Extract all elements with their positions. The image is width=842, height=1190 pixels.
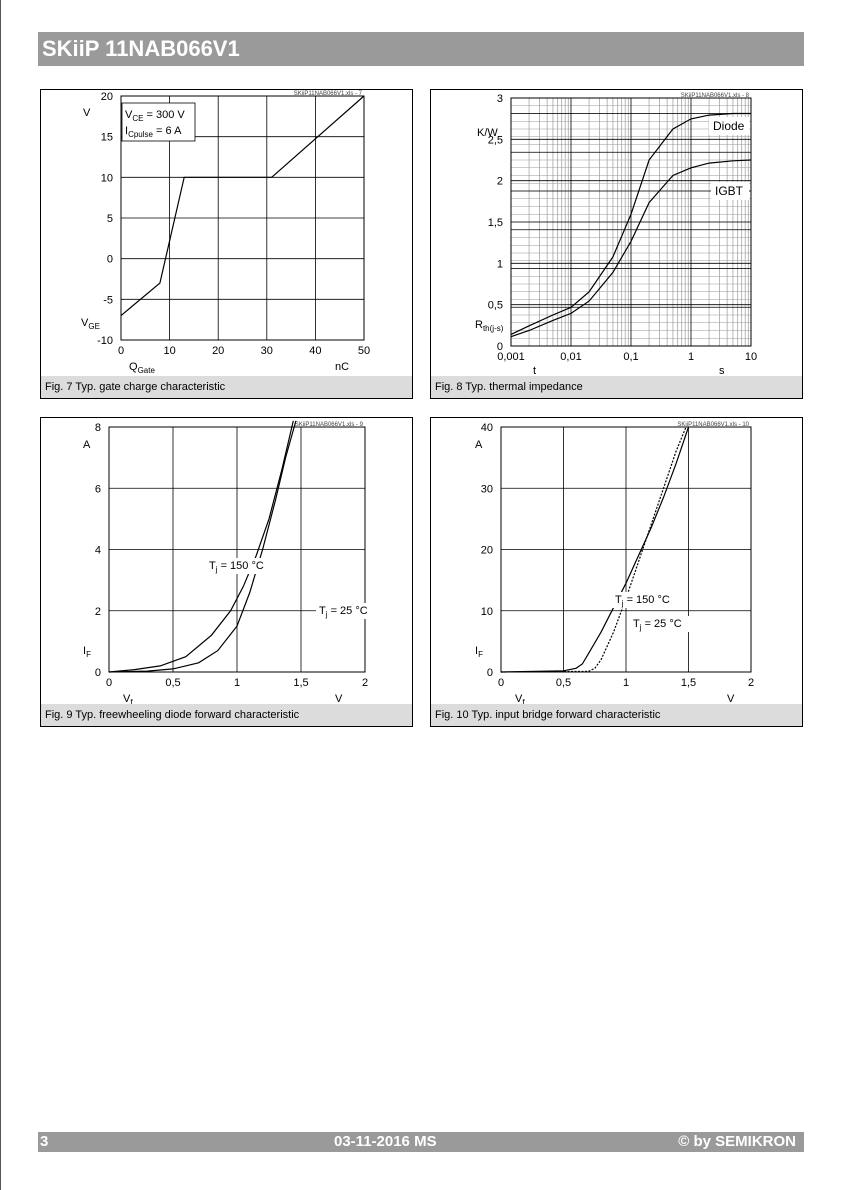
y-tick-label: 20	[100, 91, 113, 103]
y-tick-label: 4	[94, 544, 101, 557]
y-tick-label: 0	[486, 667, 493, 679]
chart-file-label: SKiiP11NAB066V1.xls - 7	[293, 91, 362, 97]
footer-date: 03-11-2016 MS	[334, 1133, 437, 1150]
y-unit-label: A	[475, 439, 483, 451]
gate-charge-chart	[41, 90, 412, 376]
y-tick-label: 10	[480, 605, 493, 618]
y-tick-label: -10	[97, 335, 113, 347]
series-label-igbt: IGBT	[715, 184, 744, 198]
y-tick-label: 1	[496, 258, 503, 271]
y-tick-label: 8	[94, 422, 101, 434]
y-tick-label: 0	[94, 667, 101, 679]
y-axis-label: $I_F$	[475, 645, 483, 659]
x-axis-label: $V_f$	[515, 693, 525, 704]
series-label-diode: Diode	[713, 119, 745, 133]
series-label-25c: $T_j = 25$ °C	[633, 618, 682, 632]
x-axis-label: $Q_{Gate}$	[129, 361, 155, 375]
y-tick-label: 0	[496, 341, 503, 353]
series-label-25c: $T_j = 25$ °C	[319, 605, 368, 619]
x-tick-label: 10	[744, 351, 758, 363]
x-tick-label: 2	[361, 677, 369, 689]
x-tick-label: 1,5	[293, 677, 309, 689]
y-tick-label: -5	[103, 294, 113, 307]
x-tick-label: 10	[163, 345, 176, 357]
x-tick-label: 1	[687, 351, 695, 363]
y-tick-label: 6	[94, 483, 101, 496]
x-unit-label: nC	[335, 361, 350, 373]
x-tick-label: 1	[622, 677, 630, 689]
y-tick-label: 40	[480, 422, 493, 434]
series-label-150c: $T_j = 150$ °C	[209, 560, 264, 574]
chart-file-label: SKiiP11NAB066V1.xls - 8	[680, 93, 749, 99]
y-axis-label: $R_{th(j-s)}$	[475, 319, 504, 333]
page-footer	[38, 1132, 804, 1152]
y-tick-label: 2,5	[487, 134, 503, 147]
page-header	[38, 32, 804, 66]
figure-caption: Fig. 8 Typ. thermal impedance	[431, 376, 802, 398]
y-tick-label: 0	[106, 253, 113, 266]
x-tick-label: 0	[117, 345, 125, 357]
x-tick-label: 0,1	[623, 351, 639, 363]
x-tick-label: 20	[212, 345, 225, 357]
page-number: 3	[40, 1133, 49, 1150]
x-tick-label: 50	[357, 345, 371, 357]
y-axis-label: $I_F$	[83, 645, 91, 659]
input-bridge-forward-chart	[431, 418, 802, 704]
y-tick-label: 3	[496, 93, 503, 105]
figure-caption: Fig. 10 Typ. input bridge forward characteristic	[431, 704, 802, 726]
x-axis-label: $V_f$	[123, 693, 133, 704]
y-axis-label: $V_{GE}$	[81, 317, 100, 331]
footer-copyright: © by SEMIKRON	[678, 1133, 796, 1150]
x-tick-label: 0	[105, 677, 113, 689]
series-line-1	[109, 421, 296, 672]
y-tick-label: 0,5	[487, 299, 503, 312]
x-tick-label: 1	[233, 677, 241, 689]
figure-caption: Fig. 7 Typ. gate charge characteristic	[41, 376, 412, 398]
chart-panel-fig8	[430, 89, 803, 399]
y-tick-label: 2	[496, 175, 503, 188]
y-tick-label: 5	[106, 213, 113, 225]
y-unit-label: K/W	[477, 127, 498, 139]
series-label-150c: $T_j = 150$ °C	[615, 594, 670, 608]
x-tick-label: 40	[309, 345, 322, 357]
annotation-line-1: $V_{CE} = 300$ V	[125, 109, 185, 123]
x-tick-label: 0,01	[560, 351, 582, 363]
x-tick-label: 30	[260, 345, 273, 357]
document-title: SKiiP 11NAB066V1	[42, 36, 240, 61]
y-tick-label: 20	[480, 544, 493, 557]
y-tick-label: 15	[100, 131, 113, 144]
series-line-0	[109, 421, 293, 672]
x-tick-label: 0,001	[497, 351, 525, 363]
chart-panel-fig7	[40, 89, 413, 399]
x-tick-label: 0,5	[555, 677, 572, 689]
y-unit-label: A	[83, 439, 91, 451]
x-tick-label: 0	[497, 677, 505, 689]
x-unit-label: V	[335, 693, 343, 704]
y-tick-label: 1,5	[487, 217, 503, 229]
chart-file-label: SKiiP11NAB066V1.xls - 9	[294, 422, 363, 428]
figure-caption: Fig. 9 Typ. freewheeling diode forward characteristic	[41, 704, 412, 726]
chart-panel-fig9	[40, 417, 413, 727]
chart-file-label: SKiiP11NAB066V1.xls - 10	[677, 422, 749, 428]
annotation-line-2: $I_{Cpulse} = 6$ A	[125, 125, 182, 139]
x-tick-label: 1,5	[680, 677, 697, 689]
page-edge-line	[0, 0, 1, 1190]
y-tick-label: 10	[100, 172, 113, 185]
x-tick-label: 0,5	[165, 677, 181, 689]
x-unit-label: V	[727, 693, 735, 704]
diode-forward-chart	[41, 418, 412, 704]
x-tick-label: 2	[747, 677, 755, 689]
y-tick-label: 2	[94, 605, 101, 618]
y-unit-label: V	[83, 107, 91, 119]
y-tick-label: 30	[480, 483, 493, 496]
x-unit-label: s	[719, 365, 725, 376]
thermal-impedance-chart	[431, 90, 802, 376]
x-axis-label: t	[533, 365, 537, 376]
chart-panel-fig10	[430, 417, 803, 727]
